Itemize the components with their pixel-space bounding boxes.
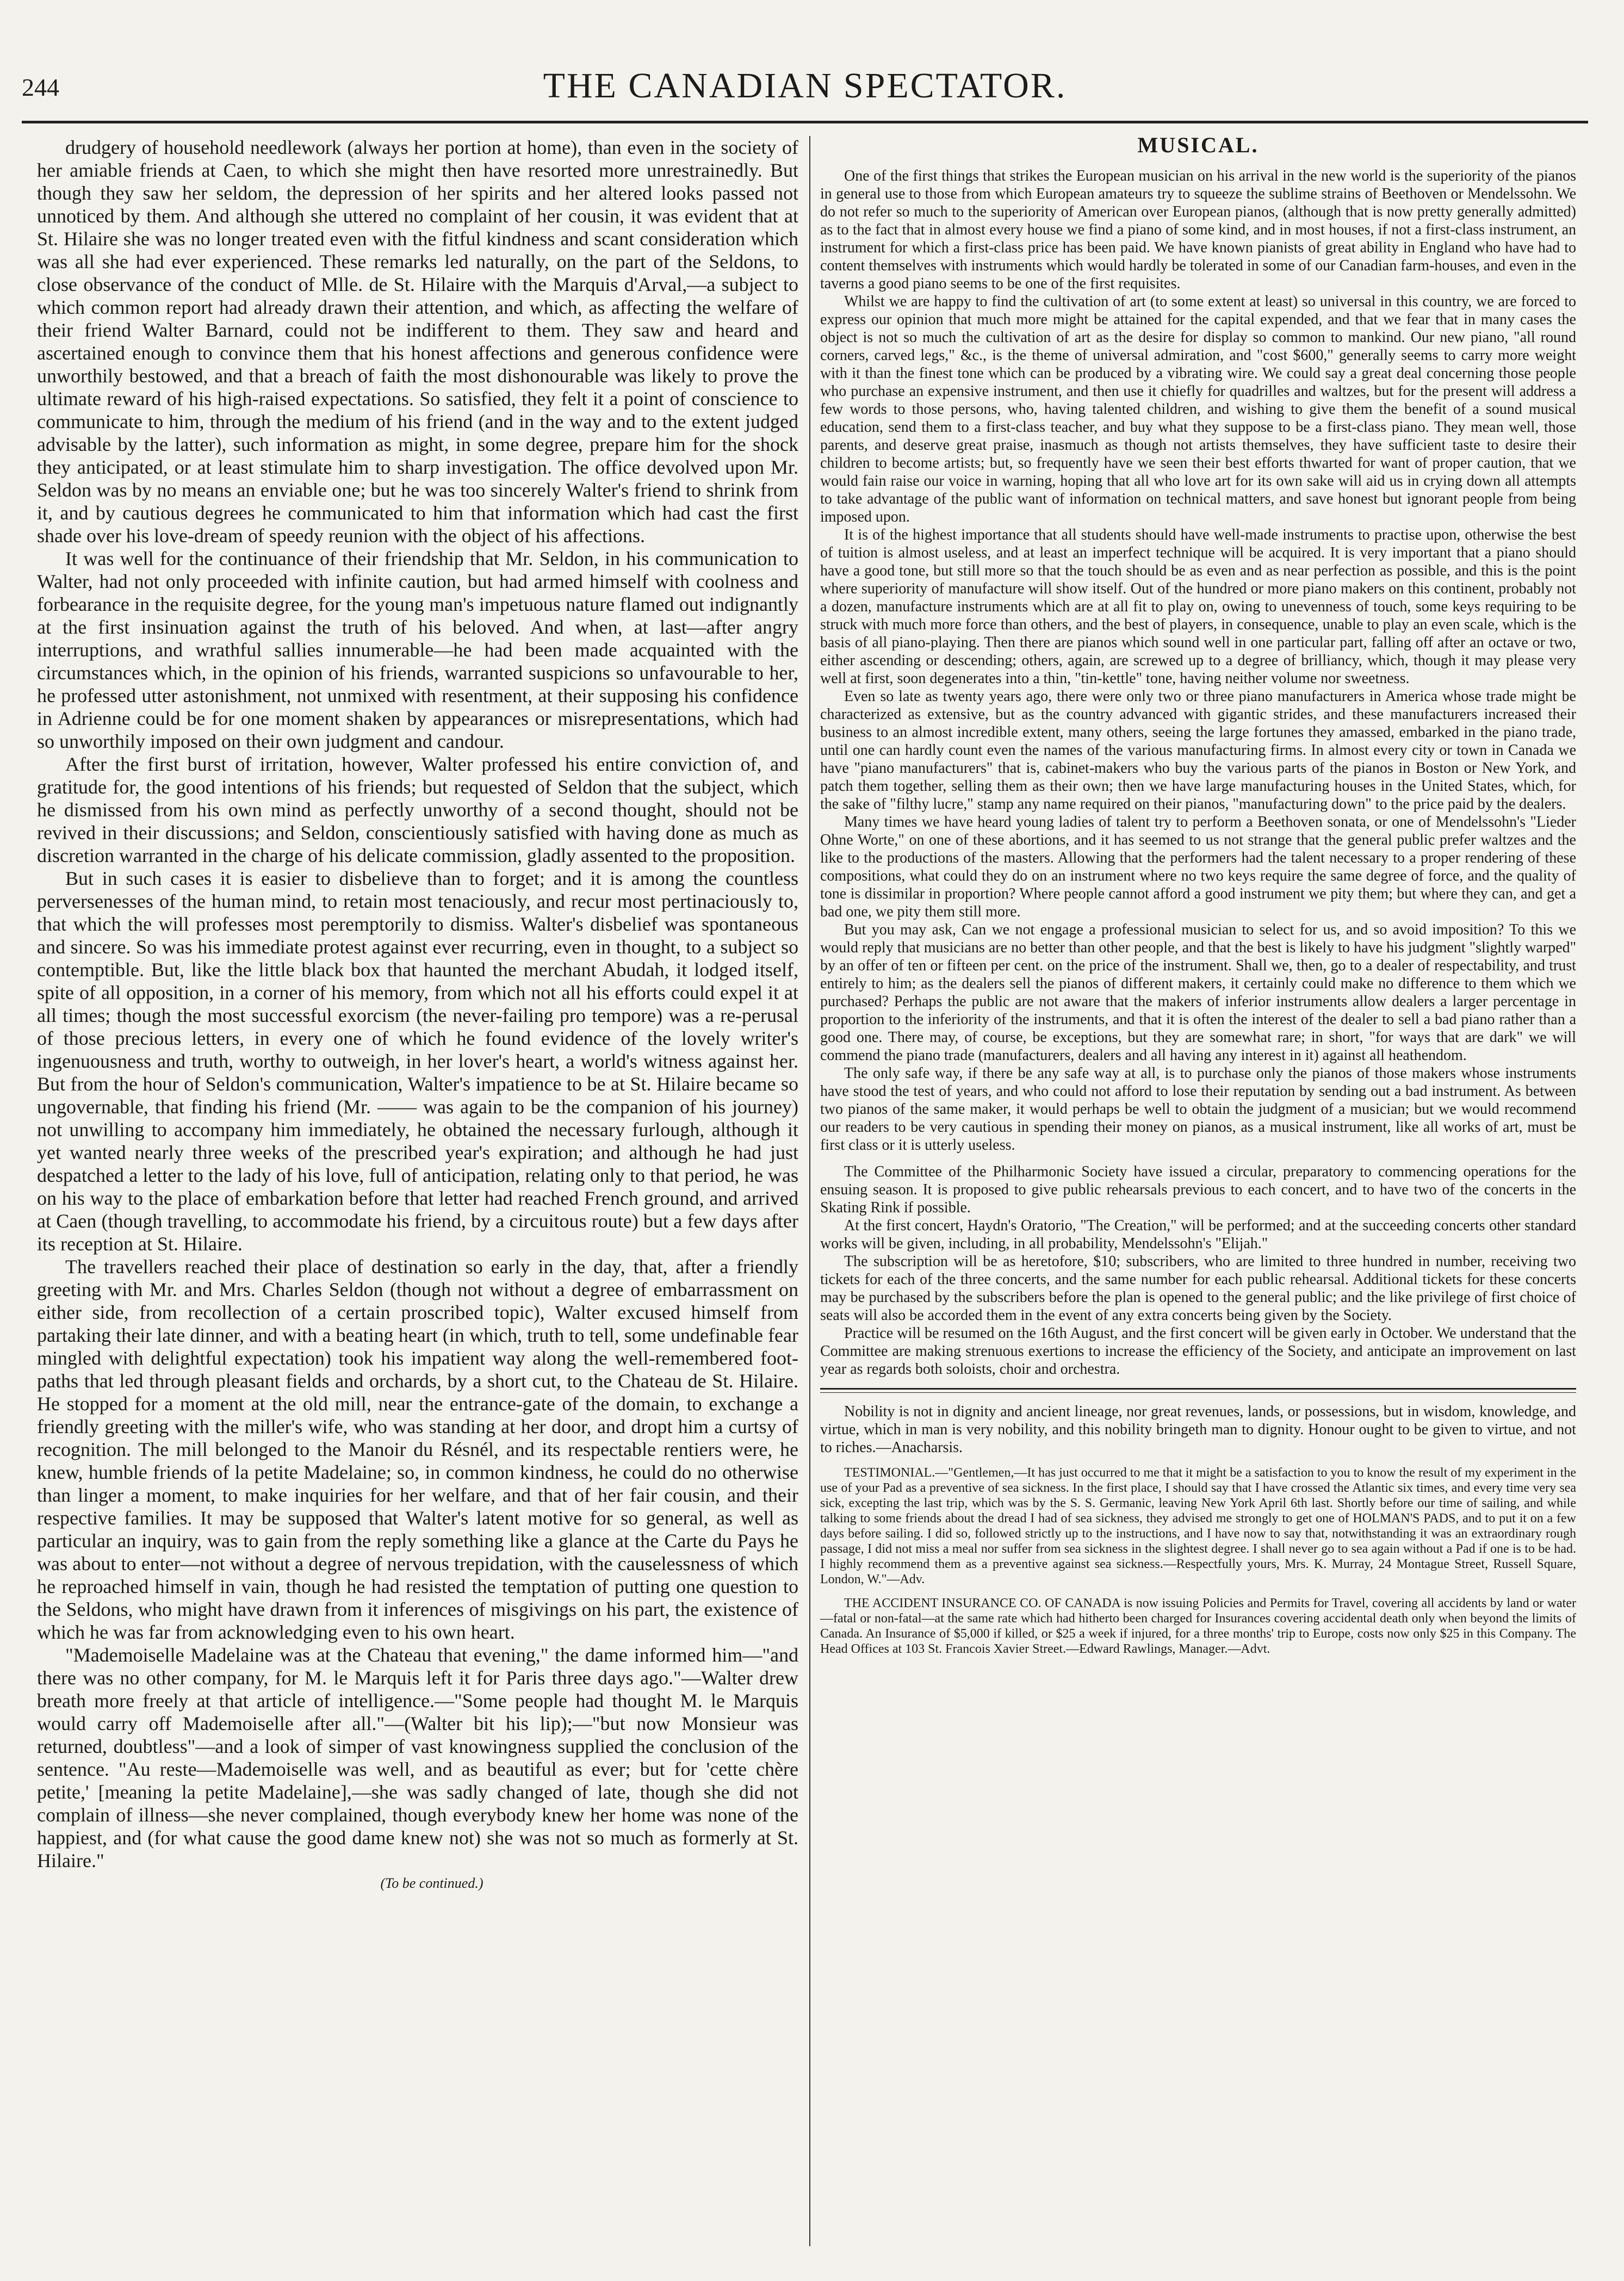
philharmonic-paragraph: At the first concert, Haydn's Oratorio, "The Creation," will be performed; and at the succeeding concerts other standard works will be given, including, in all probability, Mendelssohn's "Elijah." — [820, 1217, 1576, 1252]
story-paragraph: The travellers reached their place of destination so early in the day, that, after a friendly greeting with Mr. and Mrs. Charles Seldon (though not without a degree of embarrassment on either side, from recollection of a certain proscribed topic), Walter excused himself from partaking their late dinner, and with a beating heart (in which, truth to tell, some undefinable fear mingled with delightful expectation) took his impatient way along the well-remembered foot-paths that led through pleasant fields and orchards, by a short cut, to the Chateau de St. Hilaire. He stopped for a moment at the old mill, near the entrance-gate of the domain, to exchange a friendly greeting with the miller's wife, who was standing at her door, and dropt him a curtsy of recognition. The mill belonged to the Manoir du Résnél, and its respectable rentiers were, he knew, humble friends of la petite Madelaine; so, in common kindness, he could do no otherwise than linger a moment, to make inquiries for her welfare, and that of her fair cousin, and their respective families. It may be supposed that Walter's latent motive for so general, as well as particular an inquiry, was to gain from the reply something like a glance at the Carte du Pays he was about to enter—not without a degree of nervous trepidation, with the causelessness of which he reproached himself in vain, though he had resisted the temptation of putting one question to the Seldons, who might have drawn from it inferences of misgivings on his part, the existence of which he was far from acknowledging even to his own heart. — [37, 1256, 798, 1643]
musical-paragraph: The only safe way, if there be any safe way at all, is to purchase only the pianos of those makers whose instruments have stood the test of years, and who could not afford to lose their reputation by sending out a bad instrument. As between two pianos of the same maker, it would perhaps be well to obtain the judgment of a musician; but we would recommend our readers to be very cautious in spending their money on pianos, as a musical instrument, like all works of art, must be first class or it is utterly useless. — [820, 1065, 1576, 1154]
right-column — [820, 136, 1576, 2257]
double-rule — [820, 1388, 1576, 1393]
column-divider — [809, 136, 810, 2246]
philharmonic-paragraph: The subscription will be as heretofore, $10; subscribers, who are limited to three hundred in number, receiving two tickets for each of the three concerts, and the same number for each public rehearsal. Additional tickets for these concerts may be purchased by the subscribers before the plan is opened to the general public; and the like privilege of first choice of seats will also be accorded them in the event of any extra concerts being given by the Society. — [820, 1253, 1576, 1324]
testimonial-ad: TESTIMONIAL.—"Gentlemen,—It has just occurred to me that it might be a satisfaction to you to know the result of my experiment in the use of your Pad as a preventive of sea sickness. In the first place, I should say that I have crossed the Atlantic six times, and every time very sea sick, excepting the last trip, which was by the S. S. Germanic, leaving New York April 6th last. Shortly before our time of sailing, and while talking to some friends about the dread I had of sea sickness, they advised me strongly to get one of HOLMAN'S PADS, and to put it on a few days before sailing. I did so, followed strictly up to the instructions, and I have now to say that, notwithstanding it was an extraordinary rough passage, I did not miss a meal nor suffer from sea sickness in the slightest degree. I shall never go to sea again without a Pad if one is to be had. I highly recommend them as a preventive against sea sickness.—Respectfully yours, Mrs. K. Murray, 24 Montague Street, Russell Square, London, W."—Adv. — [820, 1466, 1576, 1586]
story-paragraph: drudgery of household needlework (always her portion at home), than even in the society of her amiable friends at Caen, to which she might then have resorted more unrestrainedly. But though they saw her seldom, the depression of her spirits and her altered looks passed not unnoticed by them. And although she uttered no complaint of her cousin, it was evident that at St. Hilaire she was no longer treated even with the fitful kindness and scant consideration which was all she had ever experienced. These remarks led naturally, on the part of the Seldons, to close observance of the conduct of Mlle. de St. Hilaire with the Marquis d'Arval,—a subject to which common report had already drawn their attention, and which, as affecting the welfare of their friend Walter Barnard, could not be indifferent to them. They saw and heard and ascertained enough to convince them that his honest affections and generous confidence were unworthily bestowed, and that a breach of faith the most dishonourable was likely to prove the ultimate reward of his high-raised expectations. So satisfied, they felt it a point of conscience to communicate to him, through the medium of his friend (and in the way and to the extent judged advisable by the latter), such information as might, in some degree, prepare him for the shock they anticipated, or at least stimulate him to sharp investigation. The office devolved upon Mr. Seldon was by no means an enviable one; but he was too sincerely Walter's friend to shrink from it, and by cautious degrees he communicated to him that information which had cast the first shade over his love-dream of speedy reunion with the object of his affections. — [37, 137, 798, 547]
header-rule — [22, 121, 1588, 123]
continued-note: (To be continued.) — [380, 1875, 484, 1891]
page-number: 244 — [22, 73, 59, 101]
philharmonic-paragraph: The Committee of the Philharmonic Society have issued a circular, preparatory to commencing operations for the ensuing season. It is proposed to give public rehearsals previous to each concert, and to have two of the concerts in the Skating Rink if possible. — [820, 1163, 1576, 1216]
musical-paragraph: Many times we have heard young ladies of talent try to perform a Beethoven sonata, or one of Mendelssohn's "Lieder Ohne Worte," on one of these abortions, and it has seemed to us not strange that the general public prefer waltzes and the like to the productions of the masters. Allowing that the performers had the talent necessary to a proper rendering of these compositions, what could they do on an instrument where no two keys require the same degree of force, and the quality of tone is dissimilar in proportion? Where people cannot afford a good instrument we pity them; but where they can, and get a bad one, we pity them still more. — [820, 814, 1576, 920]
nobility-quote: Nobility is not in dignity and ancient lineage, nor great revenues, lands, or possessions, but in wisdom, knowledge, and virtue, which in man is very nobility, and this nobility bringeth man to dignity. Honour ought to be given to virtue, and not to riches.—Anacharsis. — [820, 1403, 1576, 1456]
musical-paragraph: But you may ask, Can we not engage a professional musician to select for us, and so avoid imposition? To this we would reply that musicians are no better than other people, and that the best is likely to have his judgment "slightly warped" by an offer of ten or fifteen per cent. on the price of the instrument. Shall we, then, go to a dealer of respectability, and trust entirely to him; as the dealers sell the pianos of different makers, it certainly could make no difference to them which we purchased? Perhaps the public are not aware that the makers of inferior instruments allow dealers a larger percentage in proportion to the inferiority of the instruments, and that it is often the interest of the dealer to sell a bad piano rather than a good one. There may, of course, be exceptions, but they are somewhat rare; in short, "for ways that are dark" we will commend the piano trade (manufacturers, dealers and all having any interest in it) against all heathendom. — [820, 921, 1576, 1064]
musical-paragraph: Whilst we are happy to find the cultivation of art (to some extent at least) so universal in this country, we are forced to express our opinion that much more might be attained for the capital expended, and that we fear that in many cases the object is not so much the cultivation of art as the desire for display so common to mankind. Our new piano, "all round corners, carved legs," &c., is the theme of universal admiration, and "cost $600," generally seems to carry more weight with it than the finest tone which can be produced by a vibrating wire. We could say a great deal concerning those people who purchase an expensive instrument, and then use it chiefly for quadrilles and waltzes, but for the present will address a few words to those persons, who, having talented children, and wishing to give them the benefit of a sound musical education, send them to a first-class teacher, and buy what they suppose to be a first-class piano. They mean well, those parents, and deserve great praise, inasmuch as though not artists themselves, they have sufficient taste to desire their children to become artists; but, so frequently have we seen their best efforts thwarted for want of proper caution, that we would fain raise our voice in warning, hoping that all who love art for its own sake will aid us in crying down all attempts to take advantage of the public want of information on technical matters, and save honest but ignorant people from being imposed upon. — [820, 293, 1576, 525]
page-header — [22, 65, 1588, 114]
advertisements — [820, 1465, 1576, 1657]
musical-paragraph: One of the first things that strikes the European musician on his arrival in the new world is the superiority of the pianos in general use to those from which European amateurs try to squeeze the sublime strains of Beethoven or Mendelssohn. We do not refer so much to the superiority of American over European pianos, (although that is now pretty generally admitted) as to the fact that in almost every house we find a piano of some kind, and in most houses, if not a first-class instrument, an instrument for which a first-class price has been paid. We have known pianists of great ability in England who have had to content themselves with instruments which would hardly be tolerated in some of our Canadian farm-houses, and even in the taverns a good piano seems to be one of the first requisites. — [820, 168, 1576, 292]
accident-insurance-ad: THE ACCIDENT INSURANCE CO. OF CANADA is now issuing Policies and Permits for Travel, covering all accidents by land or water—fatal or non-fatal—at the same rate which had hitherto been charged for Insurances covering accidental death only when beyond the limits of Canada. An Insurance of $5,000 if killed, or $25 a week if injured, for a three months' trip to Europe, costs now only $25 in this Company. The Head Offices at 103 St. Francois Xavier Street.—Edward Rawlings, Manager.—Advt. — [820, 1596, 1576, 1656]
musical-heading: MUSICAL. — [1137, 136, 1259, 157]
story-paragraph: It was well for the continuance of their friendship that Mr. Seldon, in his communication to Walter, had not only proceeded with infinite caution, but had armed himself with coolness and forbearance in the requisite degree, for the young man's impetuous nature flamed out indignantly at the first insinuation against the truth of his beloved. And when, at last—after angry interruptions, and wrathful sallies innumerable—he had been made acquainted with the circumstances which, in the opinion of his friends, warranted suspicions so unfavourable to her, he professed utter astonishment, not unmixed with resentment, at their supposing his confidence in Adrienne could be for one moment shaken by appearances or misrepresentations, which had so unworthily imposed on their own judgment and candour. — [37, 548, 798, 752]
musical-paragraph: It is of the highest importance that all students should have well-made instruments to practise upon, otherwise the best of tuition is almost useless, and at least an imperfect technique will be acquired. It is very important that a piano should have a good tone, but still more so that the touch should be as even and as near perfection as possible, and this is the point where superiority of manufacture will show itself. Out of the hundred or more piano makers on this continent, probably not a dozen, manufacture instruments which are at all fit to play on, owing to unevenness of touch, some keys requiring to be struck with much more force than others, and the best of players, in consequence, unable to play an even scale, which is the basis of all piano-playing. Then there are pianos which sound well in one particular part, falling off after an octave or two, either ascending or descending; others, again, are screwed up to a degree of brilliancy, which, though it may please very well at first, soon degenerates into a thin, "tin-kettle" tone, having neither volume nor sweetness. — [820, 526, 1576, 687]
story-paragraph: "Mademoiselle Madelaine was at the Chateau that evening," the dame informed him—"and there was no other company, for M. le Marquis left it for Paris three days ago."—Walter drew breath more freely at that article of intelligence.—"Some people had thought M. le Marquis would carry off Mademoiselle after all."—(Walter bit his lip);—"but now Monsieur was returned, doubtless"—and a look of simper of vast knowingness supplied the conclusion of the sentence. "Au reste—Mademoiselle was well, and as beautiful as ever; but for 'cette chère petite,' [meaning la petite Madelaine],—she was sadly changed of late, though she did not complain of illness—she never complained, though everybody knew her home was none of the happiest, and (for what cause the good dame knew not) she was not so much as formerly at St. Hilaire." — [37, 1644, 798, 1871]
story-paragraph: But in such cases it is easier to disbelieve than to forget; and it is among the countless perversenesses of the human mind, to retain most tenaciously, and recur most pertinaciously to, that which the will professes most peremptorily to dismiss. Walter's disbelief was spontaneous and sincere. So was his immediate protest against ever recurring, even in thought, to a subject so contemptible. But, like the little black box that haunted the merchant Abudah, it lodged itself, spite of all opposition, in a corner of his memory, from which not all his efforts could expel it at all times; though the most successful exorcism (the never-failing pro tempore) was a re-perusal of those precious letters, in every one of which he found evidence of the lovely writer's ingenuousness and truth, worthy to outweigh, in her lover's heart, a world's witness against her. But from the hour of Seldon's communication, Walter's impatience to be at St. Hilaire became so ungovernable, that finding his friend (Mr. —— was again to be the companion of his journey) not unwilling to accompany him immediately, he obtained the necessary furlough, although it yet wanted nearly three weeks of the prescribed year's expiration; and although he had just despatched a letter to the lady of his love, full of anticipation, relating only to that period, he was on his way to the place of embarkation before that letter had reached French ground, and arrived at Caen (though travelling, to accommodate his friend, by a circuitous route) but a few days after its reception at St. Hilaire. — [37, 867, 798, 1255]
philharmonic-paragraph: Practice will be resumed on the 16th August, and the first concert will be given early in October. We understand that the Committee are making strenuous exertions to increase the efficiency of the Society, and anticipate an improvement on last year as regards both soloists, choir and orchestra. — [820, 1325, 1576, 1378]
masthead-title: THE CANADIAN SPECTATOR. — [543, 66, 1067, 106]
story-paragraph: After the first burst of irritation, however, Walter professed his entire conviction of, and gratitude for, the good intentions of his friends; but requested of Seldon that the subject, which he dismissed from his own mind as perfectly unworthy of a second thought, should not be revived in their discussions; and Seldon, conscientiously satisfied with having done as much as discretion warranted in the charge of his delicate commission, gladly assented to the proposition. — [37, 753, 798, 866]
left-column — [37, 136, 798, 2257]
musical-paragraph: Even so late as twenty years ago, there were only two or three piano manufacturers in America whose trade might be characterized as extensive, but as the country advanced with gigantic strides, and these manufacturers increased their business to an almost incredible extent, many others, seeing the large fortunes they amassed, embarked in the piano trade, until one can hardly count even the names of the various manufacturing firms. In almost every city or town in Canada we have "piano manufacturers" that is, cabinet-makers who buy the various parts of the pianos in Boston or New York, and patch them together, selling them as their own; then we have large manufacturing houses in the United States, which, for the sake of "filthy lucre," stamp any name required on their pianos, "manufacturing down" to the price paid by the dealers. — [820, 688, 1576, 813]
